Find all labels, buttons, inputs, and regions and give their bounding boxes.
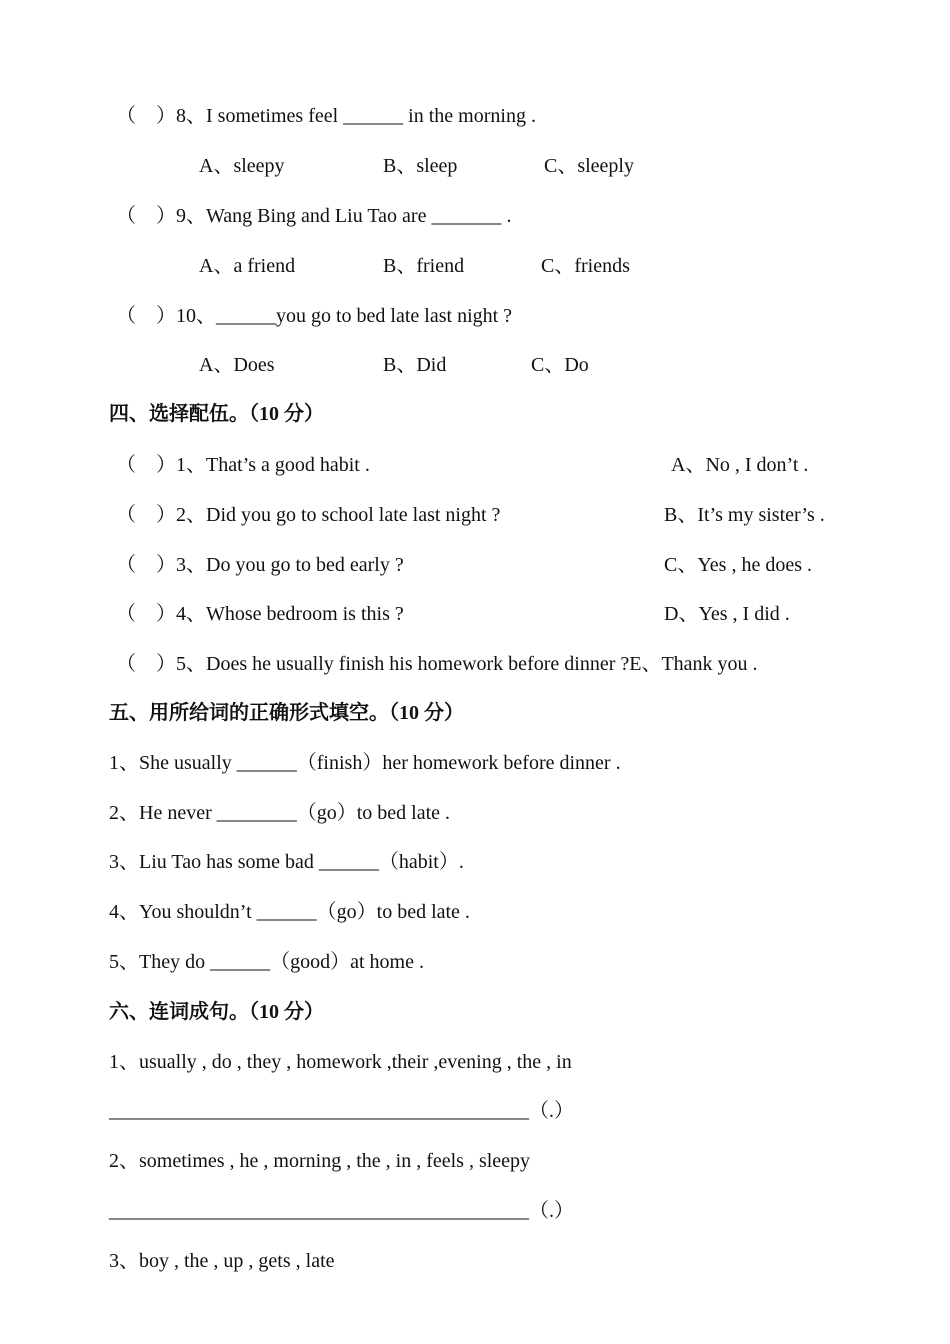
fill-item-3: 3、Liu Tao has some bad ______（habit）. — [109, 851, 464, 873]
matching-answer-b: B、It’s my sister’s . — [664, 504, 825, 526]
question-10-option-b: B、Did — [383, 354, 447, 376]
matching-question-1: （ ）1、That’s a good habit . — [116, 454, 370, 476]
matching-question-3: （ ）3、Do you go to bed early ? — [116, 554, 404, 576]
question-8-option-c: C、sleeply — [544, 155, 634, 177]
fill-item-5: 5、They do ______（good）at home . — [109, 951, 424, 973]
sentence-item-1-words: 1、usually , do , they , homework ,their ,evening , the , in — [109, 1051, 572, 1073]
matching-answer-a: A、No , I don’t . — [671, 454, 809, 476]
section-5-heading: 五、用所给词的正确形式填空。（10 分） — [109, 702, 464, 724]
sentence-item-3-words: 3、boy , the , up , gets , late — [109, 1250, 335, 1272]
question-9-stem: （ ）9、Wang Bing and Liu Tao are _______ . — [116, 205, 512, 227]
question-10-option-a: A、Does — [199, 354, 275, 376]
matching-question-2: （ ）2、Did you go to school late last night ? — [116, 504, 501, 526]
question-9-option-c: C、friends — [541, 255, 630, 277]
question-10-stem: （ ）10、______you go to bed late last night ? — [116, 305, 513, 327]
question-10-option-c: C、Do — [531, 354, 589, 376]
question-9-option-a: A、a friend — [199, 255, 296, 277]
question-9-option-b: B、friend — [383, 255, 465, 277]
sentence-item-2-answer-line: __________________________________________（.） — [109, 1200, 574, 1222]
fill-item-1: 1、She usually ______（finish）her homework before dinner . — [109, 752, 621, 774]
matching-answer-d: D、Yes , I did . — [664, 603, 790, 625]
matching-answer-c: C、Yes , he does . — [664, 554, 812, 576]
matching-question-4: （ ）4、Whose bedroom is this ? — [116, 603, 404, 625]
sentence-item-2-words: 2、sometimes , he , morning , the , in , feels , sleepy — [109, 1150, 531, 1172]
question-8-option-b: B、sleep — [383, 155, 458, 177]
question-8-option-a: A、sleepy — [199, 155, 285, 177]
fill-item-2: 2、He never ________（go）to bed late . — [109, 802, 451, 824]
matching-question-5: （ ）5、Does he usually finish his homework before dinner ?E、Thank you . — [116, 653, 758, 675]
fill-item-4: 4、You shouldn’t ______（go）to bed late . — [109, 901, 470, 923]
section-6-heading: 六、连词成句。（10 分） — [109, 1001, 324, 1023]
sentence-item-1-answer-line: __________________________________________（.） — [109, 1100, 574, 1122]
section-4-heading: 四、选择配伍。（10 分） — [109, 403, 324, 425]
question-8-stem: （ ）8、I sometimes feel ______ in the morning . — [116, 105, 536, 127]
